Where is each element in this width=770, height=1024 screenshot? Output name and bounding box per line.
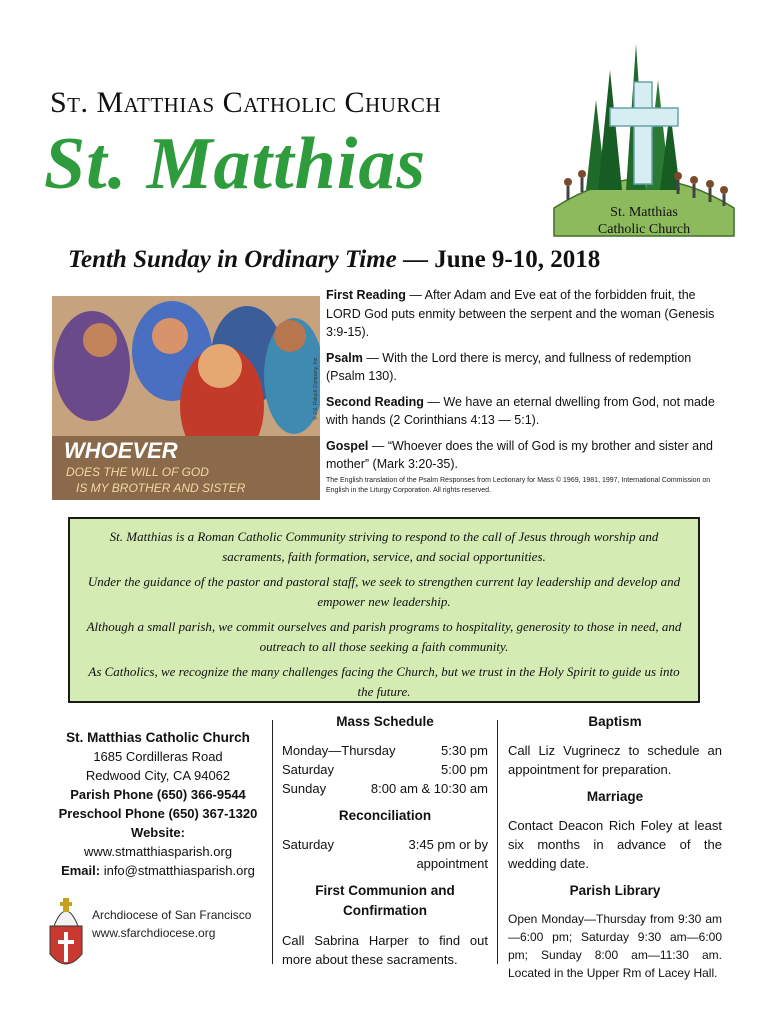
schedule-column [282, 712, 488, 969]
email-link[interactable]: info@stmatthiasparish.org [100, 863, 255, 878]
archdiocese-name: Archdiocese of San Francisco [92, 908, 252, 922]
sacraments-column [508, 712, 722, 982]
website-link[interactable]: www.stmatthiasparish.org [83, 844, 233, 859]
email-line: Email: info@stmatthiasparish.org [61, 863, 255, 878]
sunday-heading: Tenth Sunday in Ordinary Time — June 9-10, 2018 [68, 246, 601, 273]
mass-heading: Mass Schedule [336, 714, 434, 729]
contact-street: 1685 Cordilleras Road [93, 749, 223, 764]
reading-gospel: Gospel — “Whoever does the will of God is my brother and sister and mother” (Mark 3:20-35). [326, 438, 713, 471]
baptism-heading: Baptism [588, 714, 642, 729]
contact-city: Redwood City, CA 94062 [85, 768, 231, 783]
archdiocese-crest-icon [46, 896, 86, 974]
contact-column [44, 712, 272, 880]
parish-name: St. Matthias Catholic Church [50, 86, 442, 119]
library-text: Open Monday—Thursday from 9:30 am—6:00 pm; Saturday 9:30 am—6:00 pm; Sunday 8:00 am—11:30 am. Located in the Upper Rm of Lacey Hall. [508, 912, 722, 980]
reading-psalm: Psalm — With the Lord there is mercy, and fullness of redemption (Psalm 130). [326, 350, 692, 383]
reconciliation-row: Saturday 3:45 pm or by [282, 837, 488, 852]
library-heading: Parish Library [569, 883, 661, 898]
svg-text:IS MY BROTHER AND SISTER: IS MY BROTHER AND SISTER [76, 481, 246, 495]
svg-text:Catholic Church: Catholic Church [597, 222, 691, 237]
contact-name: St. Matthias Catholic Church [66, 730, 250, 745]
mass-row: Monday—Thursday 5:30 pm [282, 743, 488, 758]
readings [326, 286, 718, 496]
church-logo [548, 40, 738, 240]
column-divider-right [497, 720, 498, 964]
svg-text:St. Matthias: St. Matthias [610, 205, 678, 220]
website-label: Website: [131, 825, 185, 840]
art-credit: © J.S. Paluch Company, Inc. [313, 356, 319, 420]
reading-first: First Reading — After Adam and Eve eat of the forbidden fruit, the LORD God puts enmity between the serpent and the woman (Genesis 3:9-15). [326, 288, 715, 339]
mass-row: Sunday 8:00 am & 10:30 am [282, 781, 488, 796]
archdiocese-link[interactable]: www.sfarchdiocese.org [92, 926, 216, 940]
svg-text:DOES THE WILL OF GOD: DOES THE WILL OF GOD [66, 465, 209, 479]
reading-second: Second Reading — We have an eternal dwelling from God, not made with hands (2 Corinthians 4:13 — 5:1). [326, 394, 715, 427]
masthead-title: St. Matthias [44, 123, 427, 205]
parish-phone: Parish Phone (650) 366-9544 [70, 787, 246, 802]
archdiocese-block [46, 896, 276, 976]
mass-row: Saturday 5:00 pm [282, 762, 488, 777]
baptism-text: Call Liz Vugrinecz to schedule an appointment for preparation. [508, 743, 722, 777]
mission-statement: St. Matthias is a Roman Catholic Community striving to respond to the call of Jesus through worship and sacraments, faith formation, service, and social opportunities. Under the guidance of the pastor and pastoral staff, we seek to strengthen current lay leadership and develop and empower new leadership. Although a small parish, we commit ourselves and parish programs to hospitality, generosity to those in need, and outreach to all those seeking a faith community. As Catholics, we recognize the many challenges facing the Church, but we trust in the Holy Spirit to guide us into the future. [68, 517, 700, 703]
svg-text:WHOEVER: WHOEVER [64, 438, 178, 463]
reconciliation-row-cont: appointment [416, 856, 488, 871]
marriage-text: Contact Deacon Rich Foley at least six months in advance of the wedding date. [508, 818, 722, 871]
preschool-phone: Preschool Phone (650) 367-1320 [58, 806, 258, 821]
gospel-artwork [52, 296, 320, 500]
marriage-heading: Marriage [586, 789, 644, 804]
reconciliation-heading: Reconciliation [338, 808, 432, 823]
column-divider-left [272, 720, 273, 964]
communion-heading: First Communion and Confirmation [315, 883, 455, 918]
copyright-note: The English translation of the Psalm Responses from Lectionary for Mass © 1969, 1981, 1997, International Commission on English in the Liturgy Corporation. All rights reserved. [326, 476, 711, 494]
communion-text: Call Sabrina Harper to find out more about these sacraments. [282, 933, 488, 967]
